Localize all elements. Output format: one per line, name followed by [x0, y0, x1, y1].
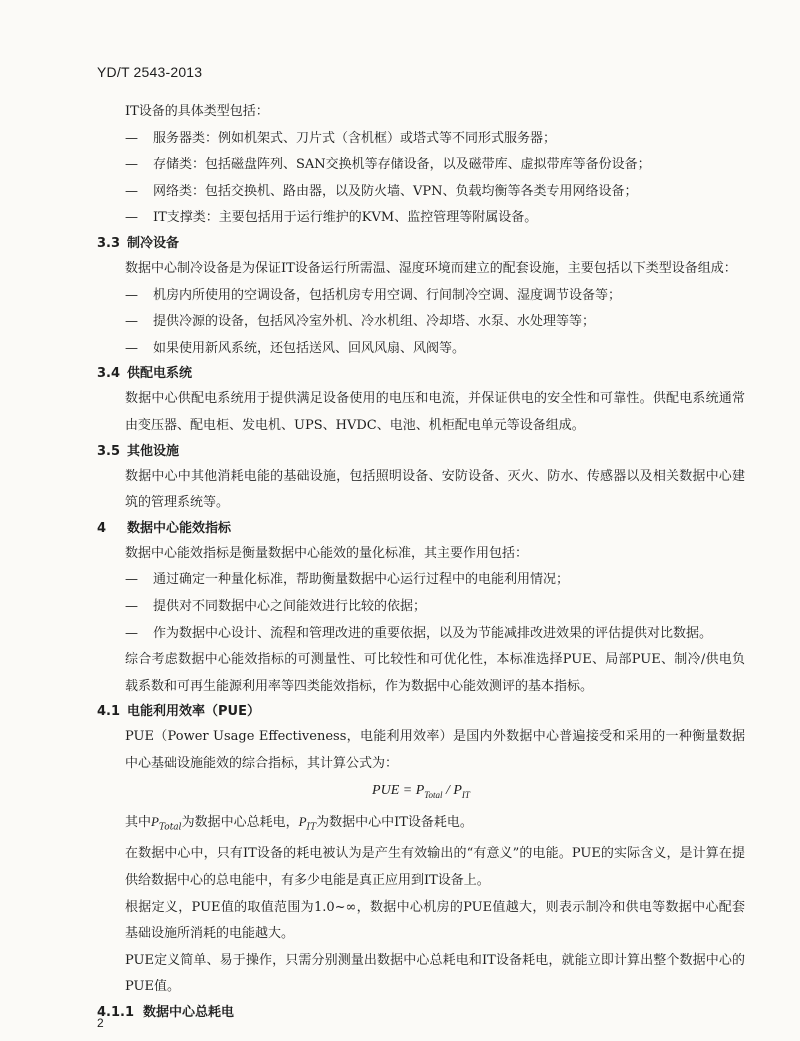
section-heading-3-5: 3.5 其他设施 [97, 443, 180, 459]
paragraph: 数据中心能效指标是衡量数据中心能效的量化标准，其主要作用包括： [125, 545, 529, 561]
paragraph: 数据中心中其他消耗电能的基础设施，包括照明设备、安防设备、灭火、防水、传感器以及相关数据中心建筑的管理系统等。 [125, 468, 745, 511]
list-item: — 机房内所使用的空调设备，包括机房专用空调、行间制冷空调、湿度调节设备等； [97, 283, 745, 310]
dash-icon: — [125, 598, 138, 614]
section-heading-4: 4 数据中心能效指标 [97, 520, 232, 536]
list-item: — 服务器类：例如机架式、刀片式（含机框）或塔式等不同形式服务器； [97, 126, 745, 153]
paragraph: 在数据中心中，只有IT设备的耗电被认为是产生有效输出的“有意义”的电能。PUE的实际含义，是计算在提供给数据中心的总电能中，有多少电能是真正应用到IT设备上。 [125, 846, 745, 889]
dash-icon: — [125, 340, 138, 356]
pue-formula: PUE = $P_{Total} / P_{IT}$ [372, 783, 470, 801]
section-heading-4-1-1: 4.1.1 数据中心总耗电 [97, 1005, 235, 1021]
list-item: — 网络类：包括交换机、路由器，以及防火墙、VPN、负载均衡等各类专用网络设备； [97, 179, 745, 206]
list-item: — IT支撑类：主要包括用于运行维护的KVM、监控管理等附属设备。 [97, 205, 745, 232]
paragraph: PUE（Power Usage Effectiveness，电能利用效率）是国内外数据中心普遍接受和采用的一种衡量数据中心基础设施能效的综合指标，其计算公式为： [125, 729, 745, 771]
dash-icon: — [125, 314, 138, 330]
standard-code: YD/T 2543-2013 [97, 64, 203, 80]
paragraph: 数据中心制冷设备是为保证IT设备运行所需温、湿度环境而建立的配套设施，主要包括以下类型设备组成： [125, 260, 737, 276]
list-item: — 作为数据中心设计、流程和管理改进的重要依据，以及为节能减排改进效果的评估提供对比数据。 [97, 621, 745, 648]
section-heading-4-1: 4.1 电能利用效率（PUE） [97, 704, 260, 720]
section-heading-3-3: 3.3 制冷设备 [97, 235, 180, 251]
list-item: — 提供对不同数据中心之间能效进行比较的依据； [97, 594, 745, 621]
dash-icon: — [125, 183, 138, 199]
dash-icon: — [125, 625, 138, 641]
list-item: — 提供冷源的设备，包括风冷室外机、冷水机组、冷却塔、水泵、水处理等等； [97, 309, 745, 336]
list-item: — 通过确定一种量化标准，帮助衡量数据中心运行过程中的电能利用情况； [97, 567, 745, 594]
dash-icon: — [125, 287, 138, 303]
paragraph: 根据定义，PUE值的取值范围为1.0~∞，数据中心机房的PUE值越大，则表示制冷和供电等数据中心配套基础设施所消耗的电能越大。 [125, 899, 745, 942]
paragraph: 数据中心供配电系统用于提供满足设备使用的电压和电流，并保证供电的安全性和可靠性。供配电系统通常由变压器、配电柜、发电机、UPS、HVDC、电池、机柜配电单元等设备组成。 [125, 391, 745, 433]
paragraph: PUE定义简单、易于操作，只需分别测量出数据中心总耗电和IT设备耗电，就能立即计算出整个数据中心的PUE值。 [125, 952, 745, 995]
it-types-intro: IT设备的具体类型包括： [125, 104, 269, 119]
dash-icon: — [125, 130, 138, 146]
list-item: — 存储类：包括磁盘阵列、SAN交换机等存储设备，以及磁带库、虚拟带库等备份设备； [97, 152, 745, 179]
page-content [97, 99, 745, 1025]
formula-explanation: 其中$P_{Total}$为数据中心总耗电，$P_{IT}$为数据中心中IT设备耗电。 [125, 814, 473, 833]
paragraph: 综合考虑数据中心能效指标的可测量性、可比较性和可优化性，本标准选择PUE、局部PUE、制冷/供电负载系数和可再生能源利用率等四类能效指标，作为数据中心能效测评的基本指标。 [125, 652, 745, 694]
list-item: — 如果使用新风系统，还包括送风、回风风扇、风阀等。 [97, 336, 745, 363]
dash-icon: — [125, 210, 138, 226]
dash-icon: — [125, 572, 138, 588]
dash-icon: — [125, 157, 138, 173]
section-heading-3-4: 3.4 供配电系统 [97, 366, 193, 382]
page-number: 2 [97, 1016, 104, 1030]
